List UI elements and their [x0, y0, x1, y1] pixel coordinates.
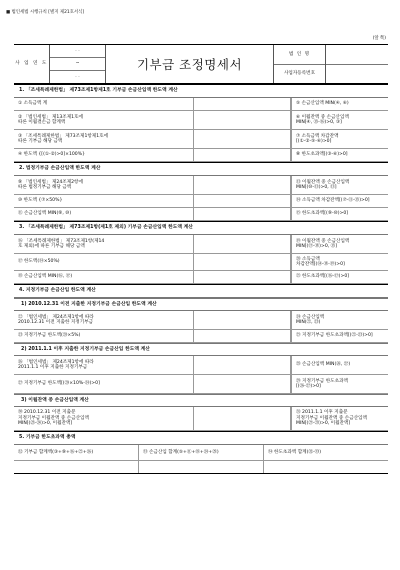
table-row	[14, 208, 388, 221]
table-row	[14, 445, 388, 460]
s1-r2-right: ⑥ 이월잔액 중 손금산입액 MIN[④, ⑬-⑯)>0, ③]	[291, 111, 388, 129]
table-row	[14, 375, 388, 394]
s5-total-excess-value[interactable]	[264, 461, 388, 473]
s4b-r1-value[interactable]	[194, 356, 291, 374]
section-4-title: 4. 지정기부금 손금산입 한도액 계산	[14, 284, 388, 298]
section-4-sub3-title: 3) 이월잔액 중 손금산입액 계산	[14, 394, 388, 407]
table-row	[14, 407, 388, 431]
section-3-title: 3. 「조세특례제한법」 제73조제1항(제1호 제외) 기부금 손금산입액 한도액 계산	[14, 221, 388, 235]
biz-no-field[interactable]	[326, 65, 388, 84]
form-reference: ■ 법인세법 시행규칙 [별지 제21호서식]	[6, 10, 85, 15]
title-row	[14, 45, 388, 84]
s1-r1-label: ① 소득금액 계	[14, 98, 194, 110]
s4b-r2-value[interactable]	[194, 375, 291, 393]
corp-name-label: 법 인 명	[274, 45, 325, 65]
s2-r3-value[interactable]	[194, 208, 291, 220]
s5-total-deductible-value[interactable]	[139, 461, 264, 473]
table-row	[14, 271, 388, 284]
table-row	[14, 111, 388, 130]
s3-r1-value[interactable]	[194, 235, 291, 253]
section-5-title: 5. 기부금 한도초과액 총액	[14, 431, 388, 445]
date-from-field[interactable]: . .	[50, 45, 105, 58]
s1-r4-label: ④ 한도액 {[(①-②)>0]×100%}	[14, 149, 194, 161]
s2-r2-label: ⑩ 한도액 {⑦×50%}	[14, 195, 194, 207]
corp-fields	[326, 45, 388, 83]
section-2-title: 2. 법정기부금 손금산입액 한도액 계산	[14, 162, 388, 176]
s4a-r1-label: ㉒ 「법인세법」 제24조제1항에 따라 2010.12.31 이전 지출한 지정기부금	[14, 311, 194, 329]
s5-total-deductible: ㉝ 손금산입 합계(⑤+⑪+⑱+㉔+㉘)	[139, 445, 264, 460]
s1-r1-value[interactable]	[194, 98, 291, 110]
table-row	[14, 176, 388, 195]
form-title: 기부금 조정명세서	[106, 45, 274, 83]
s5-total-donation: ㉜ 기부금 합계액(③+⑨+⑯+㉒+㉖)	[14, 445, 139, 460]
s2-r3-right: ⑮ 한도초과액[(⑨-⑩)>0]	[291, 208, 388, 220]
table-row	[14, 311, 388, 330]
s2-r1-right: ⑬ 이월잔액 중 손금산입액 MIN[(⑩-⑬)>0, ⑬]	[291, 176, 388, 194]
corp-name-field[interactable]	[326, 45, 388, 65]
s4b-r1-label: ㉖ 「법인세법」 제24조제1항에 따라 2011.1.1 이후 지출한 지정기부금	[14, 356, 194, 374]
s4b-r2-label: ㉗ 지정기부금 한도액[(⑳×10%-㉔)>0]	[14, 375, 194, 393]
s5-total-donation-value[interactable]	[14, 461, 139, 473]
section-1-title: 1. 「조세특례제한법」 제73조제1항제1호 기부금 손금산입액 한도액 계산	[14, 84, 388, 98]
s1-r3-right: ⑦ 소득금액 차감잔액 [(①-②-⑤-⑥)>0]	[291, 130, 388, 148]
s4c-r1-value[interactable]	[194, 407, 291, 430]
s4a-r1-right: ㉔ 손금산입액 MIN(㉒, ㉓)	[291, 311, 388, 329]
s2-r1-value[interactable]	[194, 176, 291, 194]
table-row	[14, 330, 388, 343]
s4c-r1-label: ㉚ 2010.12.31 이전 지출분 지정기부금 이월잔액 중 손금산입액 MIN[(㉓-㉔)>0, 이월잔액]	[14, 407, 194, 430]
s1-r4-value[interactable]	[194, 149, 291, 161]
s2-r2-value[interactable]	[194, 195, 291, 207]
period-dates	[50, 45, 106, 83]
s1-r2-value[interactable]	[194, 111, 291, 129]
table-row	[14, 254, 388, 271]
s3-r2-right: ⑳ 소득금액 차감잔액[(⑭-⑱-⑲)>0]	[291, 254, 388, 270]
s3-r2-value[interactable]	[194, 254, 291, 270]
period-label-cell	[14, 45, 50, 83]
corp-labels	[274, 45, 326, 83]
s4b-r2-right: ㉙ 지정기부금 한도초과액 [(㉖-㉗)>0]	[291, 375, 388, 393]
s4a-r1-value[interactable]	[194, 311, 291, 329]
s5-total-excess: ㉞ 한도초과액 합계(㉜-㉝)	[268, 449, 322, 455]
totals-value-row	[14, 460, 388, 473]
table-row	[14, 98, 388, 111]
s3-r3-label: ⑱ 손금산입액 MIN(⑯, ⑰)	[14, 271, 194, 283]
table-row	[14, 235, 388, 254]
s1-r3-value[interactable]	[194, 130, 291, 148]
table-row	[14, 149, 388, 162]
section-4-sub1-title: 1) 2010.12.31 이전 지출한 지정기부금 손금산입 한도액 계산	[14, 298, 388, 311]
page-indicator: (앞 쪽)	[372, 36, 386, 41]
s1-r3-label: ③ 「조세특례제한법」 제73조제1항제1호에 따른 기부금 해당 금액	[14, 130, 194, 148]
s4a-r2-right: ㉕ 지정기부금 한도초과액[(㉒-㉓)>0]	[291, 330, 388, 342]
s2-r2-right: ⑭ 소득금액 차감잔액[(⑦-⑪-⑬)>0]	[291, 195, 388, 207]
s1-r1-right: ⑤ 손금산입액 MIN(④, ⑥)	[291, 98, 388, 110]
s3-r3-right: ㉑ 한도초과액[(⑯-⑰)>0]	[291, 271, 388, 283]
s1-r4-right: ⑧ 한도초과액[(③-⑥)>0]	[291, 149, 388, 161]
tilde-separator: ~	[50, 58, 105, 71]
s2-r3-label: ⑪ 손금산입액 MIN(⑨, ⑩)	[14, 208, 194, 220]
table-row	[14, 130, 388, 149]
s4a-r2-value[interactable]	[194, 330, 291, 342]
s4a-r2-label: ㉓ 지정기부금 한도액(⑳×5%)	[14, 330, 194, 342]
s3-r1-right: ⑲ 이월잔액 중 손금산입액 MIN[(⑰-⑱)>0, ⑬]	[291, 235, 388, 253]
s2-r1-label: ⑨ 「법인세법」 제24조제2항에 따른 법정기부금 해당 금액	[14, 176, 194, 194]
donation-adjustment-form	[14, 44, 388, 474]
table-row	[14, 195, 388, 208]
s4c-r1-right: ㉛ 2011.1.1 이후 지출분 지정기부금 이월잔액 중 손금산입액 MIN[(㉗-㉘)>0, 이월잔액]	[291, 407, 388, 430]
s3-r3-value[interactable]	[194, 271, 291, 283]
section-4-sub2-title: 2) 2011.1.1 이후 지출한 지정기부금 손금산입 한도액 계산	[14, 343, 388, 356]
biz-no-label: 사업자등록번호	[283, 71, 316, 76]
s4b-r1-right: ㉘ 손금산입액 MIN(㉖, ㉗)	[291, 356, 388, 374]
date-to-field[interactable]: . .	[75, 74, 80, 80]
s1-r2-label: ② 「법인세법」 제13조제1호에 따른 이월결손금 합계액	[14, 111, 194, 129]
table-row	[14, 356, 388, 375]
year-label: 사 업 연 도	[15, 61, 48, 67]
s3-r2-label: ⑰ 한도액(⑭×50%)	[14, 254, 194, 270]
s3-r1-label: ⑯ 「조세특례제한법」 제73조제1항(제14 호 제외)에 따른 기부금 해당 금액	[14, 235, 194, 253]
